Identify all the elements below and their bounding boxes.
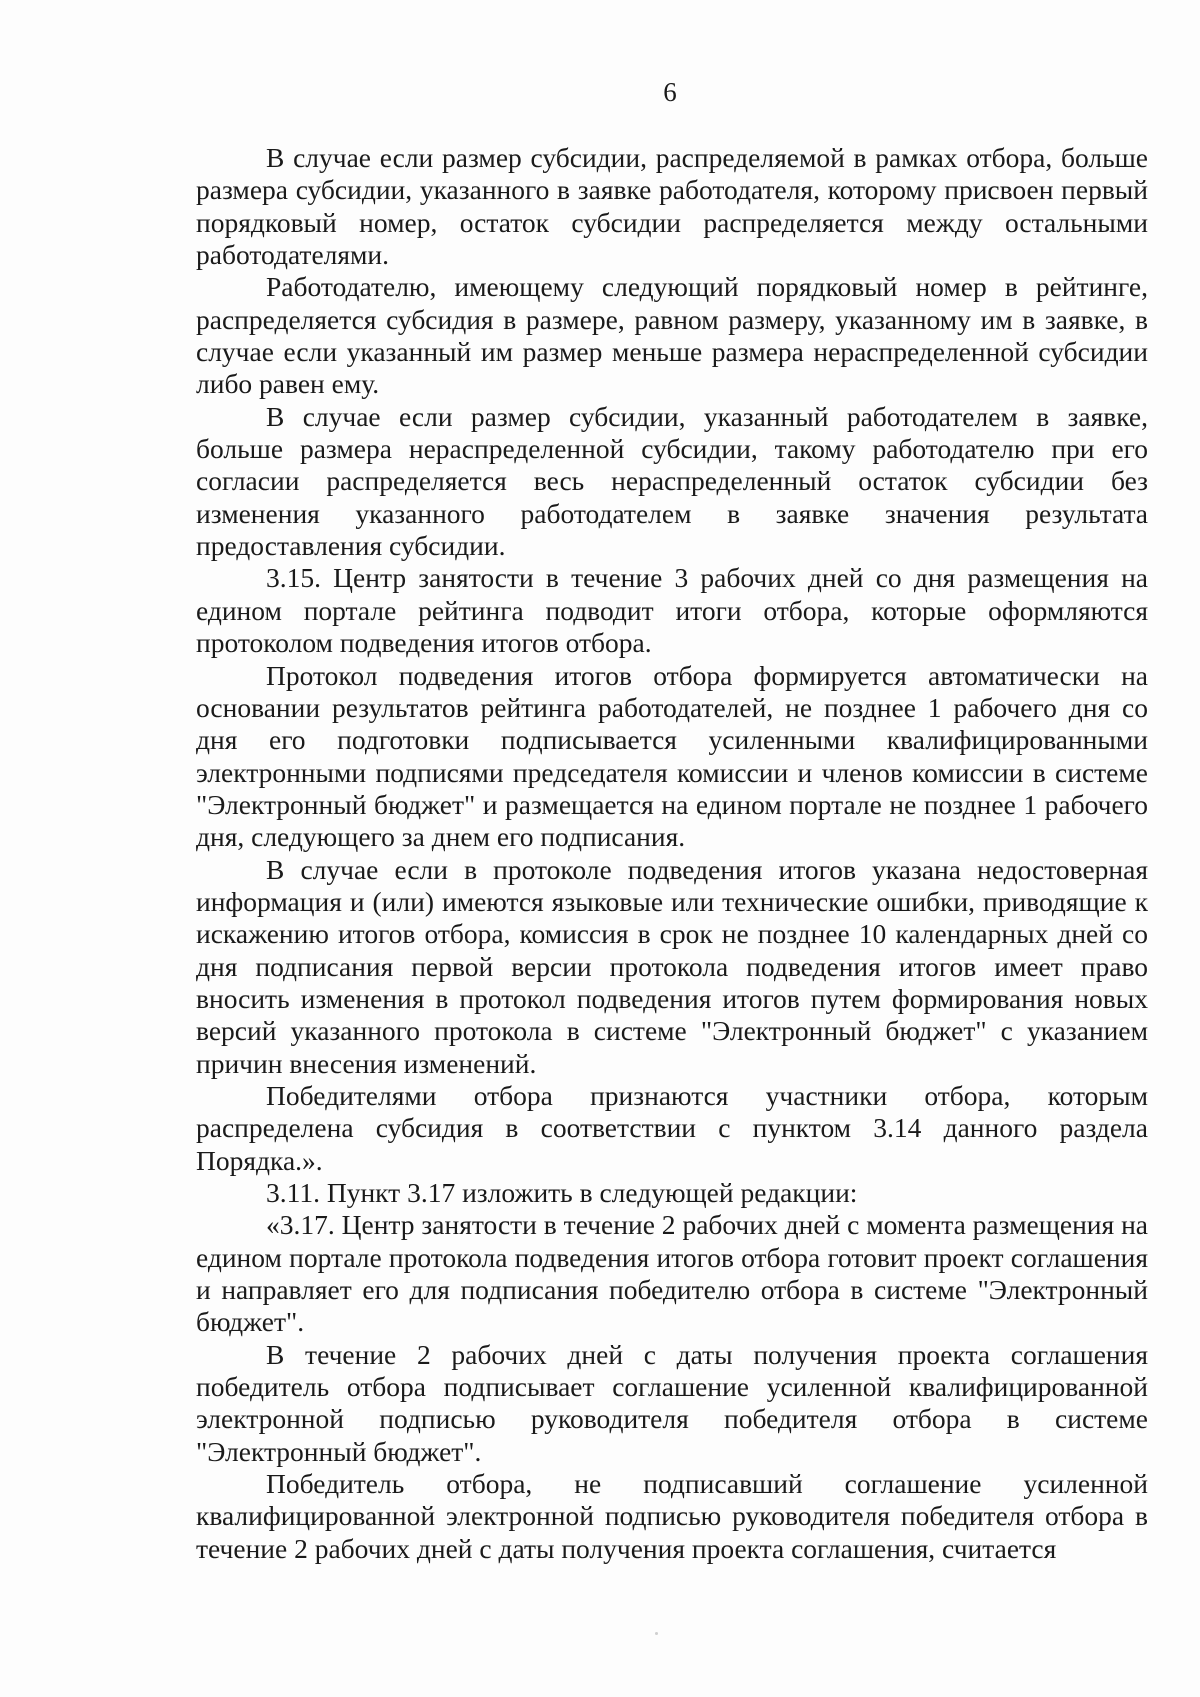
paragraph-protocol-corrections: В случае если в протоколе подведения итогов указана недостоверная информация и (или) имеются языковые или технические ошибки, приводящие к искажению итогов отбора, комиссия в срок не позднее 10 календарных дней со дня подписания первой версии протокола подведения итогов имеет право вносить изменения в протокол подведения итогов путем формирования новых версий указанного протокола в системе "Электронный бюджет" с указанием причин внесения изменений. [196, 853, 1148, 1079]
paragraph-remaining-subsidy: В случае если размер субсидии, указанный работодателем в заявке, больше размера нераспределенной субсидии, такому работодателю при его согласии распределяется весь нераспределенный остаток субсидии без изменения указанного работодателем в заявке значения результата предоставления субсидии. [196, 400, 1148, 562]
paragraph-protocol-formation: Протокол подведения итогов отбора формируется автоматически на основании результатов рейтинга работодателей, не позднее 1 рабочего дня со дня его подготовки подписывается усиленными квалифицированными электронными подписями председателя комиссии и членов комиссии в системе "Электронный бюджет" и размещается на едином портале не позднее 1 рабочего дня, следующего за днем его подписания. [196, 659, 1148, 853]
document-body [196, 142, 1148, 1565]
page-number: 6 [663, 77, 677, 107]
paragraph-winners: Победителями отбора признаются участники отбора, которым распределена субсидия в соответствии с пунктом 3.14 данного раздела Порядка.». [196, 1079, 1148, 1176]
paragraph-clause-3-11: 3.11. Пункт 3.17 изложить в следующей редакции: [266, 1177, 858, 1208]
paragraph-unsigned-winner: Победитель отбора, не подписавший соглашение усиленной квалифицированной электронной подписью руководителя победителя отбора в течение 2 рабочих дней с даты получения проекта соглашения, считается [196, 1468, 1148, 1564]
paragraph-clause-3-15: 3.15. Центр занятости в течение 3 рабочих дней со дня размещения на едином портале рейтинга подводит итоги отбора, которые оформляются протоколом подведения итогов отбора. [196, 562, 1148, 659]
scan-speck [655, 1632, 658, 1635]
paragraph-winner-signing: В течение 2 рабочих дней с даты получения проекта соглашения победитель отбора подписывает соглашение усиленной квалифицированной электронной подписью руководителя победителя отбора в системе "Электронный бюджет". [196, 1338, 1148, 1467]
paragraph-subsidy-remainder: В случае если размер субсидии, распределяемой в рамках отбора, больше размера субсидии, указанного в заявке работодателя, которому присвоен первый порядковый номер, остаток субсидии распределяется между остальными работодателями. [196, 142, 1148, 271]
paragraph-next-rank-employer: Работодателю, имеющему следующий порядковый номер в рейтинге, распределяется субсидия в размере, равном размеру, указанному им в заявке, в случае если указанный им размер меньше размера нераспределенной субсидии либо равен ему. [196, 271, 1148, 400]
paragraph-clause-3-17: «3.17. Центр занятости в течение 2 рабочих дней с момента размещения на едином портале протокола подведения итогов отбора готовит проект соглашения и направляет его для подписания победителю отбора в системе "Электронный бюджет". [196, 1209, 1148, 1338]
